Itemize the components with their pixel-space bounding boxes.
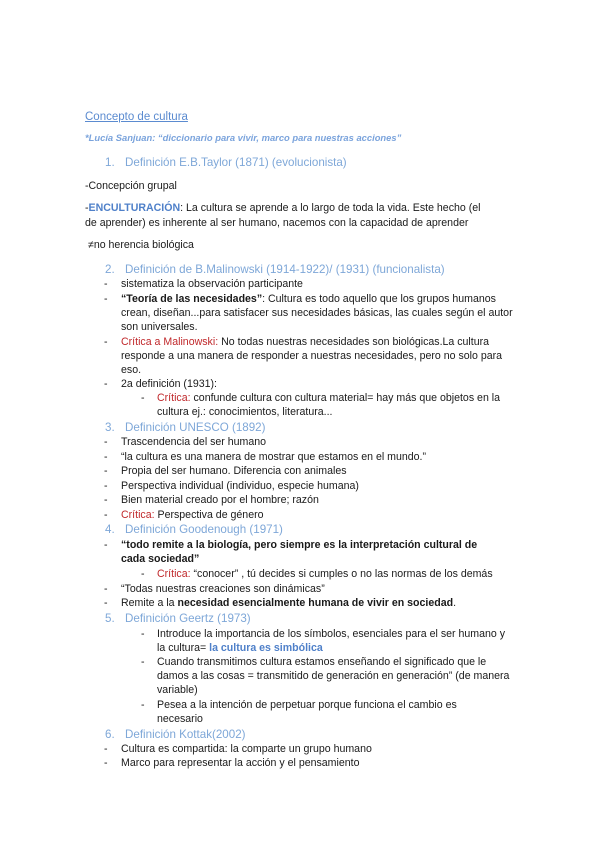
- sub-bullet-dash: -: [141, 392, 145, 404]
- bullet-dash: -: [104, 293, 108, 305]
- geertz-item-2: Cuando transmitimos cultura estamos enseñando el significado que le damos a las cosas = transmitido de generación en generación” (de manera variable): [157, 656, 510, 697]
- malinowski-bullet-2: [121, 292, 516, 335]
- cultura-simbolica: la cultura es simbólica: [209, 642, 323, 655]
- bullet-dash: -: [104, 480, 108, 492]
- geertz-item-1: [157, 627, 512, 655]
- goodenough-item-3: [121, 597, 456, 610]
- critica-text: Perspectiva de género: [154, 509, 264, 521]
- critica-text: confunde cultura con cultura material= hay más que objetos en la cultura ej.: conocimientos, literatura...: [157, 392, 501, 419]
- section-title: Definición E.B.Taylor (1871) (evolucionista): [125, 156, 347, 169]
- malinowski-sub-bullet: [157, 391, 517, 419]
- period: .: [453, 597, 457, 609]
- geertz-text: Introduce la importancia de los símbolos, esenciales para el ser humano y la cultura=: [157, 628, 506, 655]
- critica-text: “conocer” , tú decides si cumples o no las normas de los demás: [190, 568, 493, 580]
- bullet-dash: -: [104, 436, 108, 448]
- bullet-dash: -: [104, 509, 108, 521]
- section-title: Definición UNESCO (1892): [125, 421, 266, 434]
- section-title: Definición Geertz (1973): [125, 612, 251, 625]
- critica-text: No todas nuestras necesidades son biológicas.La cultura responde a una manera de responder a nuestras necesidades, pero no solo para eso.: [121, 336, 503, 377]
- critica-label: Crítica:: [157, 392, 191, 404]
- enculturacion-term: ENCULTURACIÓN: [88, 202, 181, 214]
- necesidad-text: necesidad esencialmente humana de vivir en sociedad: [177, 597, 454, 609]
- bullet-dash: -: [104, 278, 108, 290]
- bullet-dash: -: [104, 539, 108, 551]
- bullet-dash: -: [104, 336, 108, 348]
- goodenough-critica: [157, 568, 493, 581]
- kottak-item-2: Marco para representar la acción y el pensamiento: [121, 757, 360, 769]
- section-number: 2.: [105, 263, 115, 276]
- enculturacion-line-2: de aprender) es inherente al ser humano, nacemos con la capacidad de aprender: [85, 217, 469, 229]
- bullet-dash: -: [104, 583, 108, 595]
- malinowski-bullet-4: 2a definición (1931):: [121, 378, 217, 390]
- section-title: Definición Kottak(2002): [125, 728, 246, 741]
- goodenough-quote: “todo remite a la biología, pero siempre es la interpretación cultural de cada sociedad”: [121, 539, 478, 566]
- bullet-dash: -: [104, 597, 108, 609]
- section-heading-2: [105, 263, 445, 276]
- kottak-item-1: Cultura es compartida: la comparte un grupo humano: [121, 743, 372, 755]
- unesco-item-1: Trascendencia del ser humano: [121, 436, 267, 448]
- bullet-dash: -: [104, 451, 108, 463]
- sub-bullet-dash: -: [141, 568, 145, 580]
- section-number: 6.: [105, 728, 115, 741]
- unesco-item-5: Bien material creado por el hombre; razón: [121, 494, 319, 506]
- section-number: 1.: [105, 156, 115, 169]
- sub-bullet-dash: -: [141, 699, 145, 711]
- section-title: Definición de B.Malinowski (1914-1922)/ (1931) (funcionalista): [125, 263, 445, 276]
- unesco-item-4: Perspectiva individual (individuo, especie humana): [121, 480, 359, 492]
- bullet-dash: -: [104, 465, 108, 477]
- section-heading-4: [105, 523, 283, 536]
- teoria-necesidades-text: : Cultura es todo aquello que los grupos humanos crean, diseñan...para satisfacer sus necesidades básicas, las cuales según el autor son universales.: [121, 293, 513, 334]
- critica-label: Crítica:: [121, 509, 155, 521]
- malinowski-bullet-1: sistematiza la observación participante: [121, 278, 303, 290]
- section-number: 3.: [105, 421, 115, 434]
- critica-label: Crítica:: [157, 568, 191, 580]
- unesco-item-2: “la cultura es una manera de mostrar que estamos en el mundo.”: [121, 451, 427, 463]
- section-heading-6: [105, 728, 246, 741]
- section-title: Definición Goodenough (1971): [125, 523, 283, 536]
- section-number: 4.: [105, 523, 115, 536]
- goodenough-item-2: “Todas nuestras creaciones son dinámicas”: [121, 583, 325, 595]
- bullet-dash: -: [104, 494, 108, 506]
- sub-bullet-dash: -: [141, 656, 145, 668]
- remite-text: Remite a la: [121, 597, 178, 609]
- malinowski-bullet-3: [121, 335, 511, 378]
- sub-bullet-dash: -: [141, 628, 145, 640]
- unesco-critica: [121, 509, 264, 522]
- bullet-dash: -: [104, 757, 108, 769]
- document-title: Concepto de cultura: [85, 111, 188, 123]
- unesco-item-3: Propia del ser humano. Diferencia con animales: [121, 465, 347, 477]
- enculturacion-line-1: [85, 202, 481, 215]
- teoria-necesidades: “Teoría de las necesidades”: [121, 293, 263, 305]
- author-note: *Lucía Sanjuan: “diccionario para vivir, marco para nuestras acciones”: [85, 132, 402, 143]
- herencia-line: ≠no herencia biológica: [88, 239, 194, 251]
- section-heading-5: [105, 612, 251, 625]
- geertz-item-3: Pesea a la intención de perpetuar porque funciona el cambio es necesario: [157, 699, 457, 726]
- section-heading-1: [105, 156, 347, 169]
- enculturacion-text: : La cultura se aprende a lo largo de toda la vida. Este hecho (el: [180, 202, 481, 214]
- enculturacion-dash: -: [85, 202, 89, 214]
- section-number: 5.: [105, 612, 115, 625]
- bullet-dash: -: [104, 743, 108, 755]
- bullet-dash: -: [104, 378, 108, 390]
- section-heading-3: [105, 421, 265, 434]
- concepcion-grupal: -Concepción grupal: [85, 180, 177, 192]
- critica-label: Crítica a Malinowski:: [121, 336, 219, 348]
